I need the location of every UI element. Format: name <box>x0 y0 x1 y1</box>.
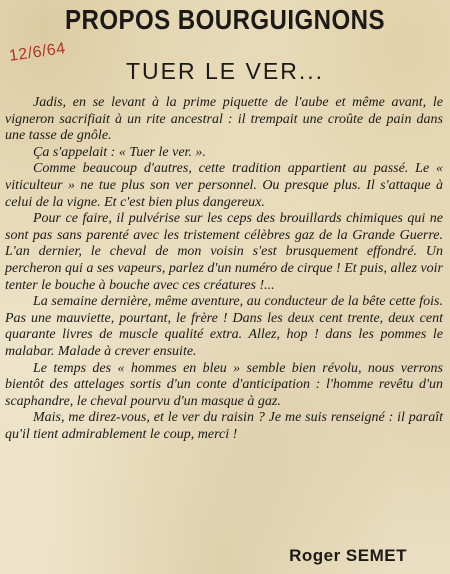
article-body <box>5 95 443 443</box>
paragraph: Jadis, en se levant à la prime piquette de l'aube et même avant, le vigneron sacrifiait à un rite ancestral : il trempait une croûte de pain dans une tasse de gnôle. <box>5 95 443 144</box>
column-heading: PROPOS BOURGUIGNONS <box>65 4 385 35</box>
paragraph: Comme beaucoup d'autres, cette tradition appartient au passé. Le « viticulteur » ne tue plus son ver personnel. Ou presque plus. Il s'attaque à celui de la vigne. Et c'est bien plus dangereux. <box>5 161 443 210</box>
paragraph: Pour ce faire, il pulvérise sur les ceps des brouillards chimiques qui ne sont pas sans parenté avec les tristement célèbres gaz de la Grande Guerre. L'an dernier, le cheval de mon voisin s'est brusquement effondré. Un percheron qui a ses vapeurs, parlez d'un numéro de cirque ! Et puis, allez voir tenter le bouche à bouche avec ces créatures !... <box>5 211 443 293</box>
paragraph: Ça s'appelait : « Tuer le ver. ». <box>33 144 206 160</box>
paragraph: Mais, me direz-vous, et le ver du raisin ? Je me suis renseigné : il paraît qu'il tient admirablement le coup, merci ! <box>5 410 443 442</box>
paragraph: La semaine dernière, même aventure, au conducteur de la bête cette fois. Pas une mauviette, pourtant, le frère ! Dans les deux cent trente, deux cent quarante livres de muscle qualité extra. Allez, hop ! dans les pommes le malabar. Malade à crever ensuite. <box>5 294 443 359</box>
paragraph: Le temps des « hommes en bleu » semble bien révolu, nous verrons bientôt des attelages sortis d'un conte d'anticipation : l'homme revêtu d'un scaphandre, le cheval pourvu d'un masque à gaz. <box>5 360 443 409</box>
author-signature: Roger SEMET <box>289 546 407 565</box>
article-title: TUER LE VER... <box>126 58 324 84</box>
handwritten-date: 12/6/64 <box>8 40 67 65</box>
